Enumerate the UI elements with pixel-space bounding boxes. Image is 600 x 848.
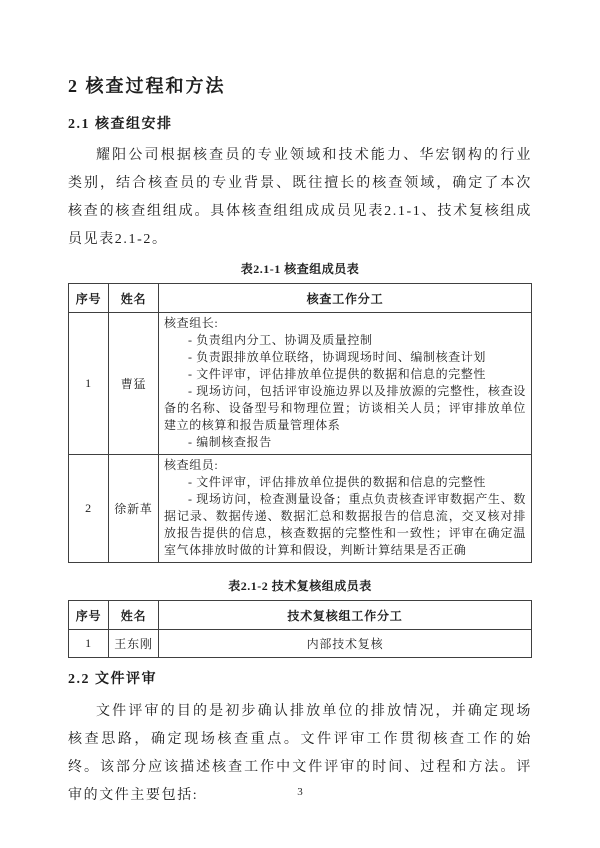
- duty-line: - 文件评审，评估排放单位提供的数据和信息的完整性: [188, 367, 486, 381]
- page-number: 3: [297, 786, 303, 798]
- page-title: 2 核查过程和方法: [68, 76, 226, 96]
- member-name-cell: 曹猛: [109, 313, 159, 455]
- header-cell-no: 序号: [69, 601, 109, 630]
- role-line: 核查组员:: [164, 458, 219, 472]
- table-header-row: [69, 601, 532, 630]
- section-2-1-paragraph: 耀阳公司根据核查员的专业领域和技术能力、华宏钢构的行业类别，结合核查员的专业背景、既往擅长的核查领域，确定了本次核查的核查组组成。具体核查组组成成员见表2.1-1、技术复核组成员见表2.1-2。: [68, 148, 532, 247]
- row-number-cell: 2: [69, 455, 109, 563]
- member-name-cell: 王东刚: [109, 630, 159, 658]
- duty-line: - 现场访问，检查测量设备；重点负责核查评审数据产生、数据记录、数据传递、数据汇总和数据报告的信息流，交叉核对排放报告提供的信息，核查数据的完整性和一致性；评审在确定温室气体排放时做的计算和假设，判断计算结果是否正确: [164, 492, 526, 557]
- role-line: 核查组长:: [164, 316, 219, 330]
- header-cell-no: 序号: [69, 284, 109, 313]
- header-cell-name: 姓名: [109, 601, 159, 630]
- table-row: [69, 313, 532, 455]
- section-heading-2-1: 2.1 核查组安排: [68, 117, 173, 132]
- header-cell-duties: 核查工作分工: [159, 284, 532, 313]
- section-heading-2-2: 2.2 文件评审: [68, 672, 157, 687]
- section-2-2-paragraph: 文件评审的目的是初步确认排放单位的排放情况，并确定现场核查思路，确定现场核查重点。文件评审工作贯彻核查工作的始终。该部分应该描述核查工作中文件评审的时间、过程和方法。评审的文件主要包括:: [68, 704, 532, 803]
- duty-line: - 负责跟排放单位联络，协调现场时间、编制核查计划: [188, 350, 486, 364]
- duties-cell: [159, 455, 532, 563]
- duty-line: - 编制核查报告: [188, 435, 272, 449]
- duty-line: - 负责组内分工、协调及质量控制: [188, 333, 373, 347]
- verification-team-table: [68, 283, 532, 563]
- duty-line: - 文件评审，评估排放单位提供的数据和信息的完整性: [188, 475, 486, 489]
- header-cell-duties: 技术复核组工作分工: [159, 601, 532, 630]
- table-2-1-2-caption: 表2.1-2 技术复核组成员表: [228, 579, 372, 593]
- duties-cell: [159, 313, 532, 455]
- table-row: [69, 455, 532, 563]
- member-name-cell: 徐新革: [109, 455, 159, 563]
- table-row: [69, 630, 532, 658]
- table-header-row: [69, 284, 532, 313]
- row-number-cell: 1: [69, 313, 109, 455]
- header-cell-name: 姓名: [109, 284, 159, 313]
- duty-line: - 现场访问，包括评审设施边界以及排放源的完整性，核查设备的名称、设备型号和物理位置；访谈相关人员；评审排放单位建立的核算和报告质量管理体系: [164, 384, 526, 432]
- row-number-cell: 1: [69, 630, 109, 658]
- duty-cell: 内部技术复核: [159, 630, 532, 658]
- technical-review-team-table: [68, 600, 532, 658]
- table-2-1-1-caption: 表2.1-1 核查组成员表: [240, 262, 360, 276]
